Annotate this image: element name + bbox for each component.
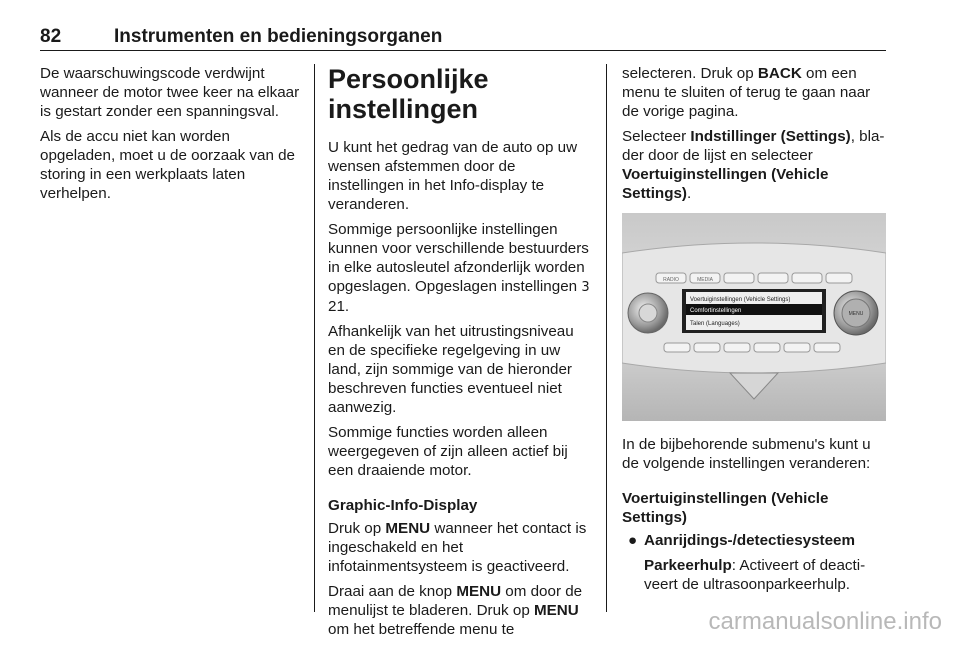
text: wanneer het contact is ingeschakeld en het infotainmentsysteem is geactiveerd.: [328, 520, 587, 575]
screen-menu-item: Talen (Languages): [690, 321, 740, 327]
power-icon: [639, 304, 657, 322]
column-2: [328, 64, 590, 645]
menu-key: MENU: [385, 520, 431, 537]
chapter-title: Instrumenten en bedieningsorganen: [114, 26, 443, 47]
menu-knob-label: MENU: [848, 311, 864, 317]
console-button[interactable]: [758, 273, 788, 283]
media-button-label: MEDIA: [697, 277, 713, 283]
text: Draai aan de knop: [328, 583, 457, 600]
paragraph: Afhankelijk van het uitrustingsniveau en de specifieke regelgeving in uw land, zijn sommige van de hieronder beschreven functies eventueel niet aanwezig.: [328, 323, 574, 416]
paragraph-text: Sommige persoonlijke instellingen kunnen voor verschillende bestuurders in elke autosleutel afzonderlijk worden opgeslagen. Opgeslagen instellingen: [328, 221, 589, 295]
page-reference[interactable]: 21.: [328, 298, 350, 315]
console-button[interactable]: [724, 273, 754, 283]
paragraph: [622, 556, 888, 594]
paragraph: Sommige functies worden alleen weergegeven of zijn alleen actief bij een draaiende motor.: [328, 424, 568, 479]
page-reference-icon: 3: [581, 280, 590, 295]
column-divider-1: [314, 64, 315, 612]
menu-key: MENU: [533, 602, 579, 619]
console-button[interactable]: [694, 343, 720, 352]
subsection-title: Voertuiginstellingen (Vehicle Settings): [622, 490, 829, 526]
section-title: Persoonlijke instellingen: [328, 64, 489, 124]
back-key: BACK: [757, 65, 802, 82]
screen-menu-item-selected: Comfortinstellingen: [690, 308, 742, 314]
paragraph: Als de accu niet kan worden opgeladen, moet u de oorzaak van de storing in een werkplaats laten verhelpen.: [40, 128, 295, 202]
paragraph: De waarschuwingscode verdwijnt wanneer de motor twee keer na elkaar is gestart zonder een spanningsval.: [40, 65, 300, 120]
paragraph: [328, 220, 590, 316]
subsection-title: Graphic-Info-Display: [328, 497, 478, 514]
paragraph: In de bijbehorende submenu's kunt u de volgende instellingen veranderen:: [622, 436, 871, 472]
text: : Activeert of deacti-veert de ultrasoonparkeerhulp.: [644, 557, 866, 593]
screen-menu-item: Voertuiginstellingen (Vehicle Settings): [690, 297, 791, 303]
menu-key: MENU: [456, 583, 502, 600]
console-button[interactable]: [754, 343, 780, 352]
text: om het betreffende menu te: [328, 621, 515, 638]
list-item: [622, 531, 888, 550]
radio-button-label: RADIO: [663, 277, 679, 283]
watermark: carmanualsonline.info: [708, 608, 942, 635]
console-button[interactable]: [826, 273, 852, 283]
text: , bla-der door de lijst en selecteer: [622, 128, 885, 164]
console-button[interactable]: [664, 343, 690, 352]
center-console-figure: [622, 213, 886, 421]
bullet-icon: ●: [628, 532, 638, 549]
text: Druk op: [328, 520, 386, 537]
column-1: [40, 64, 302, 209]
vehicle-settings-label: Voertuiginstellingen (Vehicle Settings): [622, 166, 829, 202]
infotainment-illustration: [622, 213, 886, 421]
column-divider-2: [606, 64, 607, 612]
text: om door de menulijst te bladeren. Druk op: [328, 583, 583, 619]
paragraph: U kunt het gedrag van de auto op uw wensen afstemmen door de instellingen in het Info-display te veranderen.: [328, 139, 578, 213]
console-button[interactable]: [784, 343, 810, 352]
paragraph: [622, 127, 888, 203]
paragraph: [328, 519, 590, 576]
console-button[interactable]: [792, 273, 822, 283]
column-3: [622, 64, 888, 600]
settings-label: Indstillinger (Settings): [690, 128, 851, 145]
console-button[interactable]: [814, 343, 840, 352]
term: Parkeerhulp: [644, 557, 732, 574]
page-header: [40, 28, 886, 51]
text: om een menu te sluiten of terug te gaan naar de vorige pagina.: [622, 65, 871, 120]
console-button[interactable]: [724, 343, 750, 352]
text: .: [686, 185, 692, 202]
text: selecteren. Druk op: [622, 65, 758, 82]
paragraph: [328, 582, 590, 639]
text: Selecteer: [622, 128, 691, 145]
list-item-label: Aanrijdings-/detectiesysteem: [644, 532, 856, 549]
paragraph: [622, 64, 888, 121]
page-number: 82: [40, 26, 62, 47]
